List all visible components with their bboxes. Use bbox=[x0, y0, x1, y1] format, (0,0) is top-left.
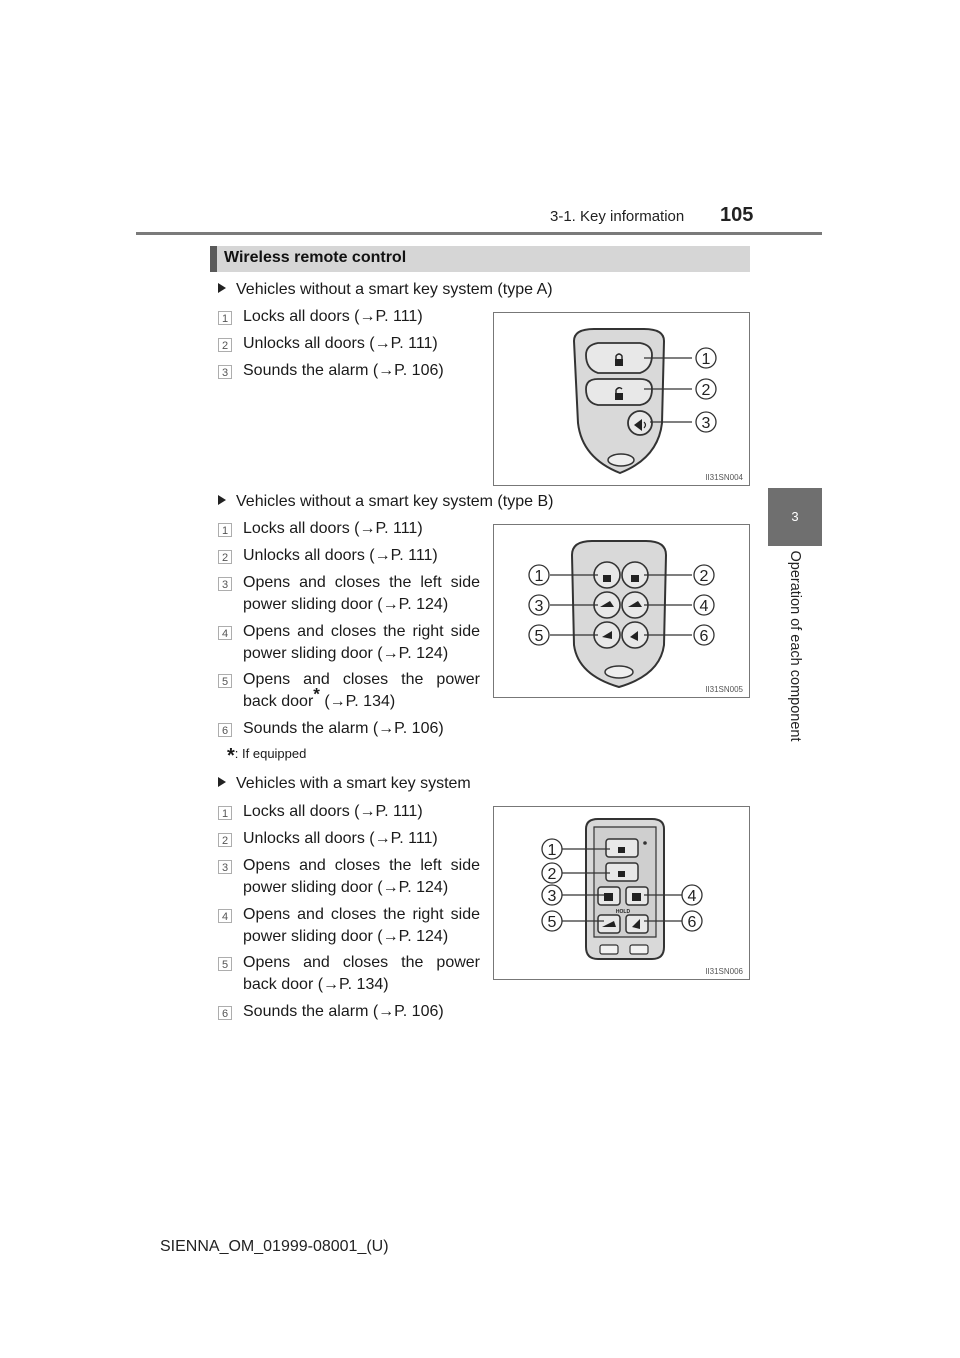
item-text-c-5: Opens and closes the power back door (→P. 134) bbox=[243, 954, 480, 993]
footnote-text: : If equipped bbox=[234, 746, 307, 761]
item-number-a-3 bbox=[218, 365, 232, 379]
triangle-bullet-icon bbox=[218, 283, 226, 293]
item-number-c-1 bbox=[218, 806, 232, 820]
item-text-b-1: Locks all doors (→P. 111) bbox=[243, 520, 423, 537]
svg-text:5: 5 bbox=[221, 676, 229, 688]
figure-id: II31SN004 bbox=[705, 473, 743, 482]
section-title-bar bbox=[210, 246, 750, 272]
svg-text:2: 2 bbox=[221, 340, 229, 352]
callout-5 bbox=[542, 911, 562, 931]
chapter-tab-number[interactable]: 3 bbox=[768, 488, 822, 546]
page-number: 105 bbox=[720, 204, 754, 226]
indicator-light bbox=[643, 841, 647, 845]
figure-id: II31SN006 bbox=[705, 967, 743, 976]
section-title: Wireless remote control bbox=[224, 249, 407, 266]
item-number-b-3 bbox=[218, 577, 232, 591]
item-text-a-2: Unlocks all doors (→P. 111) bbox=[243, 335, 438, 352]
document-code: SIENNA_OM_01999-08001_(U) bbox=[160, 1238, 389, 1255]
smart-key-fob bbox=[586, 819, 664, 959]
svg-text:2: 2 bbox=[699, 568, 709, 585]
item-number-b-5 bbox=[218, 674, 232, 688]
chapter-tab-title: Operation of each component bbox=[787, 550, 803, 742]
item-text-b-6: Sounds the alarm (→P. 106) bbox=[243, 720, 444, 737]
svg-text:4: 4 bbox=[687, 888, 697, 905]
svg-text:1: 1 bbox=[221, 525, 229, 537]
key-fob-type-b bbox=[572, 541, 666, 687]
subheading-type-b-text: Vehicles without a smart key system (type B) bbox=[236, 493, 554, 510]
key-fob-type-a bbox=[574, 329, 664, 473]
triangle-bullet-icon bbox=[218, 777, 226, 787]
subheading-smart-key-text: Vehicles with a smart key system bbox=[236, 775, 471, 792]
subheading-smart-key bbox=[218, 775, 471, 793]
subheading-type-a bbox=[218, 281, 553, 299]
item-text-c-4: Opens and closes the right side power sliding door (→P. 124) bbox=[243, 906, 480, 945]
chapter-tab-label bbox=[768, 546, 822, 746]
subheading-type-b bbox=[218, 493, 553, 511]
lock-closed-icon bbox=[618, 847, 625, 853]
figure-remote-type-b bbox=[493, 524, 750, 698]
callout-6 bbox=[682, 911, 702, 931]
svg-text:3: 3 bbox=[221, 579, 229, 591]
callout-4 bbox=[682, 885, 702, 905]
callout-2 bbox=[696, 379, 716, 399]
svg-text:3: 3 bbox=[221, 862, 229, 874]
svg-text:4: 4 bbox=[699, 598, 709, 615]
item-text-b-3: Opens and closes the left side power sliding door (→P. 124) bbox=[243, 574, 480, 613]
key-ring-slot bbox=[630, 945, 648, 954]
svg-text:3: 3 bbox=[701, 415, 711, 432]
footnote bbox=[227, 745, 306, 768]
key-ring-slot bbox=[608, 454, 634, 466]
svg-text:2: 2 bbox=[221, 552, 229, 564]
footnote-asterisk: * bbox=[227, 745, 235, 767]
lock-closed-icon bbox=[603, 575, 611, 582]
item-text-c-1: Locks all doors (→P. 111) bbox=[243, 803, 423, 820]
sliding-door-right-icon bbox=[632, 893, 641, 901]
header-rule bbox=[136, 232, 822, 235]
callout-4 bbox=[694, 595, 714, 615]
triangle-bullet-icon bbox=[218, 495, 226, 505]
figure-smart-key bbox=[493, 806, 750, 980]
running-header-section: 3-1. Key information bbox=[550, 208, 685, 225]
item-number-b-4 bbox=[218, 626, 232, 640]
svg-text:1: 1 bbox=[547, 842, 557, 859]
lock-open-icon bbox=[631, 575, 639, 582]
item-text-a-1: Locks all doors (→P. 111) bbox=[243, 308, 423, 325]
svg-text:1: 1 bbox=[221, 313, 229, 325]
callout-5 bbox=[529, 625, 549, 645]
svg-text:5: 5 bbox=[547, 914, 557, 931]
item-number-c-2 bbox=[218, 833, 232, 847]
svg-text:3: 3 bbox=[221, 367, 229, 379]
svg-text:6: 6 bbox=[221, 1008, 229, 1020]
key-ring-slot bbox=[605, 666, 633, 678]
mechanical-key-release bbox=[600, 945, 618, 954]
svg-text:5: 5 bbox=[534, 628, 544, 645]
svg-text:6: 6 bbox=[699, 628, 709, 645]
item-number-b-2 bbox=[218, 550, 232, 564]
svg-text:1: 1 bbox=[534, 568, 544, 585]
item-number-a-2 bbox=[218, 338, 232, 352]
item-text-c-6: Sounds the alarm (→P. 106) bbox=[243, 1003, 444, 1020]
item-text-b-5-ref: (→P. 134) bbox=[319, 693, 396, 710]
callout-2 bbox=[542, 863, 562, 883]
item-number-b-6 bbox=[218, 723, 232, 737]
item-number-a-1 bbox=[218, 311, 232, 325]
hold-label: HOLD bbox=[615, 909, 631, 915]
item-text-b-5 bbox=[243, 669, 480, 713]
item-number-c-5 bbox=[218, 957, 232, 971]
callout-6 bbox=[694, 625, 714, 645]
svg-text:1: 1 bbox=[221, 808, 229, 820]
callout-3 bbox=[529, 595, 549, 615]
sliding-door-left-icon bbox=[604, 893, 613, 901]
item-number-b-1 bbox=[218, 523, 232, 537]
item-text-c-3: Opens and closes the left side power sliding door (→P. 124) bbox=[243, 857, 480, 896]
lock-button bbox=[586, 343, 652, 373]
svg-text:3: 3 bbox=[547, 888, 557, 905]
item-text-b-5-main: Opens and closes the power back door bbox=[243, 671, 480, 710]
svg-text:3: 3 bbox=[534, 598, 544, 615]
callout-1 bbox=[529, 565, 549, 585]
item-text-a-3: Sounds the alarm (→P. 106) bbox=[243, 362, 444, 379]
item-text-b-2: Unlocks all doors (→P. 111) bbox=[243, 547, 438, 564]
item-text-c-2: Unlocks all doors (→P. 111) bbox=[243, 830, 438, 847]
svg-text:2: 2 bbox=[221, 835, 229, 847]
svg-text:5: 5 bbox=[221, 959, 229, 971]
callout-1 bbox=[542, 839, 562, 859]
callout-3 bbox=[696, 412, 716, 432]
item-number-c-4 bbox=[218, 909, 232, 923]
unlock-button bbox=[586, 379, 652, 405]
svg-text:2: 2 bbox=[701, 382, 711, 399]
svg-text:4: 4 bbox=[221, 628, 229, 640]
callout-3 bbox=[542, 885, 562, 905]
footnote-marker: * bbox=[313, 684, 320, 704]
svg-text:6: 6 bbox=[221, 725, 229, 737]
item-text-b-4: Opens and closes the right side power sliding door (→P. 124) bbox=[243, 623, 480, 662]
svg-text:1: 1 bbox=[701, 351, 711, 368]
svg-text:4: 4 bbox=[221, 911, 229, 923]
lock-open-icon bbox=[618, 871, 625, 877]
svg-text:6: 6 bbox=[687, 914, 697, 931]
item-number-c-6 bbox=[218, 1006, 232, 1020]
item-number-c-3 bbox=[218, 860, 232, 874]
subheading-type-a-text: Vehicles without a smart key system (type A) bbox=[236, 281, 553, 298]
figure-remote-type-a bbox=[493, 312, 750, 486]
svg-text:2: 2 bbox=[547, 866, 557, 883]
callout-1 bbox=[696, 348, 716, 368]
figure-id: II31SN005 bbox=[705, 685, 743, 694]
callout-2 bbox=[694, 565, 714, 585]
